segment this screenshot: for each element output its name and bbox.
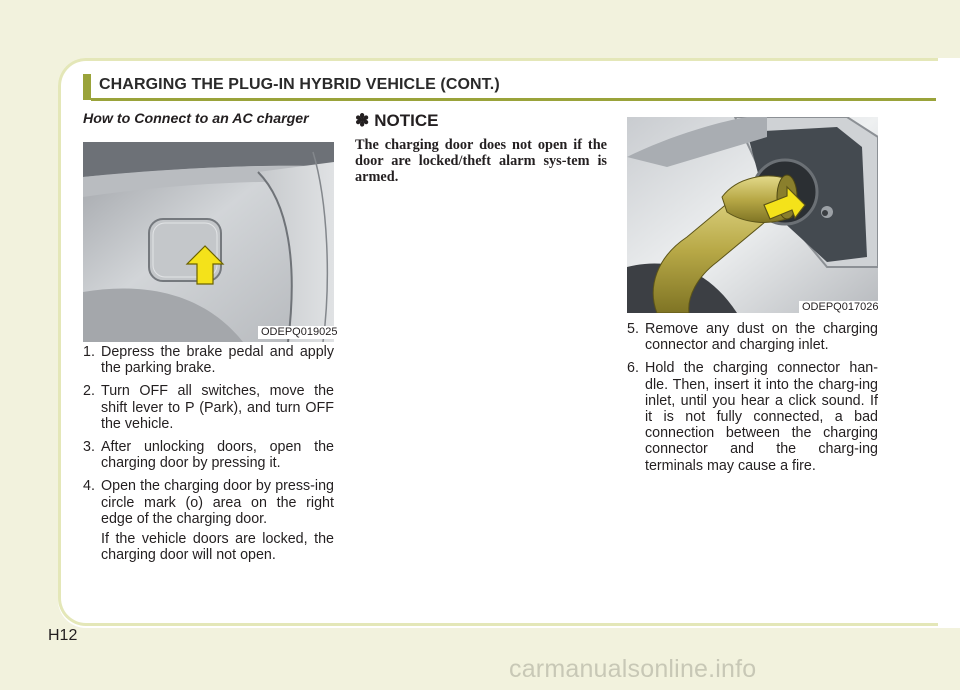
subheading: How to Connect to an AC charger bbox=[83, 111, 309, 127]
step-text: After unlocking doors, open the charging door by pressing it. bbox=[101, 439, 334, 472]
step-note: If the vehicle doors are locked, the charging door will not open. bbox=[101, 531, 334, 564]
section-title: CHARGING THE PLUG-IN HYBRID VEHICLE (CONT.) bbox=[99, 76, 500, 93]
step-number: 1. bbox=[83, 344, 95, 360]
step-text: Remove any dust on the charging connector and charging inlet. bbox=[645, 321, 878, 354]
list-item bbox=[83, 439, 334, 471]
figure-code: ODEPQ017026 bbox=[799, 301, 881, 314]
page-number: H12 bbox=[48, 627, 78, 644]
list-item bbox=[83, 478, 334, 563]
notice-title: NOTICE bbox=[374, 111, 439, 130]
figure-code: ODEPQ019025 bbox=[258, 326, 340, 339]
notice-heading bbox=[355, 111, 438, 131]
watermark: carmanualsonline.info bbox=[509, 655, 757, 683]
list-item bbox=[627, 360, 878, 473]
step-number: 4. bbox=[83, 478, 95, 495]
step-number: 6. bbox=[627, 360, 639, 377]
step-number: 3. bbox=[83, 439, 95, 456]
list-item bbox=[83, 344, 334, 376]
header-underline bbox=[91, 98, 936, 101]
step-text: Hold the charging connector han-dle. Then, insert it into the charg-ing inlet, until you hear a click sound. If it is not fully connected, a bad connection between the charging connector and the charg-ing terminals may cause a fire. bbox=[645, 360, 878, 474]
notice-body: The charging door does not open if the door are locked/theft alarm sys-tem is armed. bbox=[355, 137, 607, 186]
step-number: 2. bbox=[83, 383, 95, 400]
step-text: Turn OFF all switches, move the shift lever to P (Park), and turn OFF the vehicle. bbox=[101, 383, 334, 432]
step-text: Depress the brake pedal and apply the parking brake. bbox=[101, 344, 334, 377]
right-steps-list bbox=[627, 321, 878, 481]
charging-connector-photo bbox=[627, 117, 878, 313]
list-item bbox=[627, 321, 878, 353]
charging-door-photo bbox=[83, 142, 334, 342]
step-text: Open the charging door by press-ing circle mark (o) area on the right edge of the charging door. bbox=[101, 478, 334, 527]
left-steps-list bbox=[83, 344, 334, 570]
header-accent-bar bbox=[83, 74, 91, 100]
step-number: 5. bbox=[627, 321, 639, 337]
notice-star-icon: ✽ bbox=[355, 111, 370, 130]
list-item bbox=[83, 383, 334, 432]
